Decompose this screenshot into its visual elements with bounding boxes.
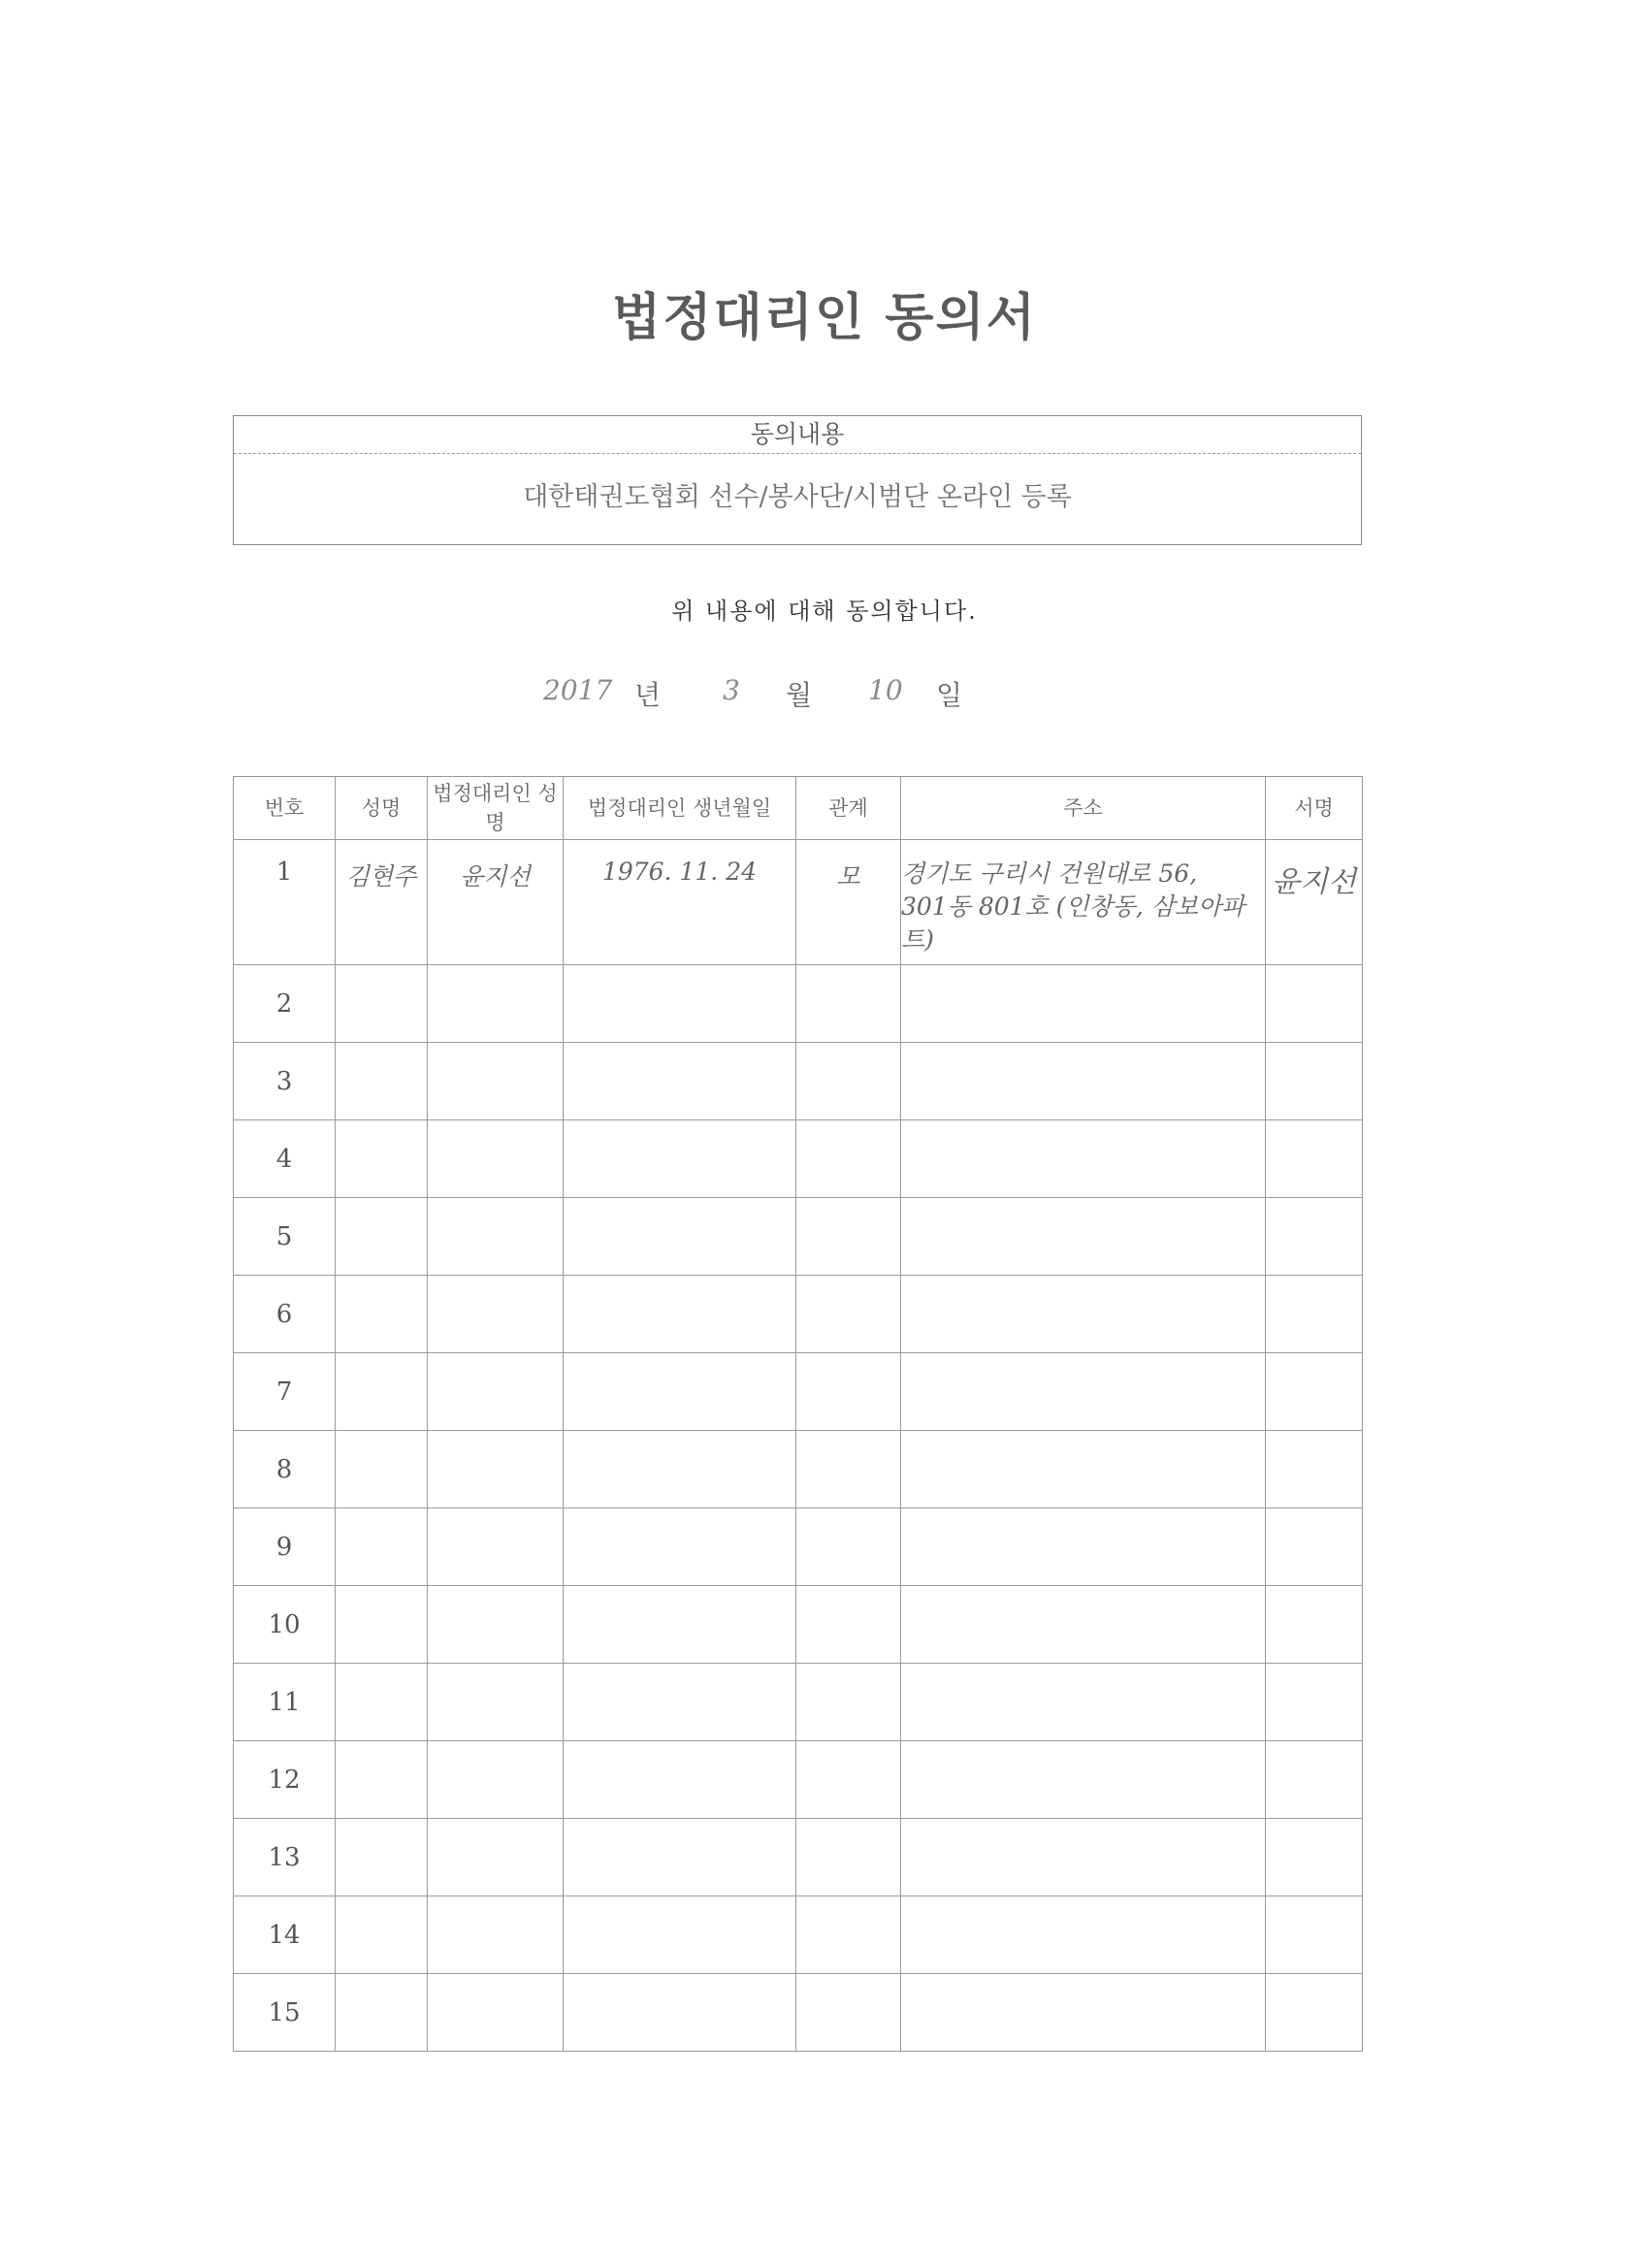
entry-guardian-name: 윤지선	[428, 840, 564, 965]
entry-relation	[796, 1276, 901, 1353]
header-relation: 관계	[796, 777, 901, 840]
header-number: 번호	[234, 777, 336, 840]
row-number: 11	[234, 1664, 336, 1741]
entry-address	[901, 1586, 1266, 1664]
table-row	[234, 1198, 1363, 1276]
table-row	[234, 1819, 1363, 1896]
entry-name	[336, 1586, 428, 1664]
entry-name	[336, 1043, 428, 1120]
entry-guardian-birth	[564, 1508, 796, 1586]
entry-relation	[796, 1120, 901, 1198]
entry-guardian-birth	[564, 1819, 796, 1896]
entry-relation	[796, 1664, 901, 1741]
entry-name	[336, 965, 428, 1043]
row-number: 1	[234, 840, 336, 965]
table-row	[234, 1664, 1363, 1741]
page-title: 법정대리인 동의서	[612, 289, 1037, 347]
entry-guardian-name	[428, 1043, 564, 1120]
table-row	[234, 1353, 1363, 1431]
entry-guardian-name	[428, 965, 564, 1043]
consent-body: 대한태권도협회 선수/봉사단/시범단 온라인 등록	[523, 482, 1072, 512]
table-row	[234, 1043, 1363, 1120]
entry-guardian-birth	[564, 1198, 796, 1276]
entry-signature-cell	[1266, 1508, 1363, 1586]
entry-signature-cell	[1266, 840, 1363, 965]
table-row	[234, 1974, 1363, 2052]
row-number: 8	[234, 1431, 336, 1508]
entry-address	[901, 1819, 1266, 1896]
entry-signature-cell	[1266, 1664, 1363, 1741]
entry-address-line1: 경기도 구리시 건원대로 56,	[901, 859, 1198, 888]
entry-name	[336, 1974, 428, 2052]
entry-relation	[796, 1198, 901, 1276]
entry-signature-cell	[1266, 1586, 1363, 1664]
entry-guardian-birth	[564, 1353, 796, 1431]
table-row	[234, 1276, 1363, 1353]
entry-signature-cell	[1266, 1276, 1363, 1353]
row-number: 14	[234, 1896, 336, 1974]
entry-signature-cell	[1266, 1043, 1363, 1120]
entry-guardian-name	[428, 1664, 564, 1741]
entry-guardian-birth	[564, 1043, 796, 1120]
entry-relation	[796, 1586, 901, 1664]
row-number: 15	[234, 1974, 336, 2052]
table-row	[234, 840, 1363, 965]
entry-address-line2: 301동 801호 (인창동, 삼보아파트)	[901, 892, 1245, 954]
entry-guardian-name	[428, 1198, 564, 1276]
entry-signature-cell	[1266, 1819, 1363, 1896]
entry-guardian-birth	[564, 1586, 796, 1664]
entry-name	[336, 1508, 428, 1586]
entry-address	[901, 1431, 1266, 1508]
table-row	[234, 965, 1363, 1043]
entry-guardian-name	[428, 1819, 564, 1896]
entry-guardian-name	[428, 1353, 564, 1431]
date-year: 2017	[543, 674, 613, 706]
consent-header: 동의내용	[234, 416, 1361, 454]
entry-address	[901, 1508, 1266, 1586]
entry-relation	[796, 1353, 901, 1431]
date-year-unit: 년	[634, 679, 662, 711]
entry-address	[901, 1664, 1266, 1741]
entry-signature-cell	[1266, 1974, 1363, 2052]
entry-signature-cell	[1266, 1741, 1363, 1819]
entry-name	[336, 1664, 428, 1741]
entry-address	[901, 1198, 1266, 1276]
table-row	[234, 1431, 1363, 1508]
entry-guardian-name	[428, 1276, 564, 1353]
table-row	[234, 1508, 1363, 1586]
entry-relation	[796, 1741, 901, 1819]
header-address: 주소	[901, 777, 1266, 840]
entry-address	[901, 965, 1266, 1043]
entry-address	[901, 840, 1266, 965]
header-name: 성명	[336, 777, 428, 840]
entry-address	[901, 1043, 1266, 1120]
entry-guardian-birth	[564, 1974, 796, 2052]
entry-signature-cell	[1266, 1353, 1363, 1431]
entry-guardian-name	[428, 1586, 564, 1664]
entry-guardian-name	[428, 1896, 564, 1974]
entry-signature-cell	[1266, 965, 1363, 1043]
entry-name	[336, 1896, 428, 1974]
row-number: 5	[234, 1198, 336, 1276]
entry-guardian-birth	[564, 1276, 796, 1353]
entry-signature-cell	[1266, 1120, 1363, 1198]
entry-address	[901, 1974, 1266, 2052]
entry-relation	[796, 1508, 901, 1586]
table-row	[234, 1741, 1363, 1819]
row-number: 2	[234, 965, 336, 1043]
entry-guardian-birth: 1976. 11. 24	[564, 840, 796, 965]
entry-guardian-birth	[564, 1664, 796, 1741]
entry-relation	[796, 1043, 901, 1120]
entry-relation	[796, 1896, 901, 1974]
entry-name	[336, 1819, 428, 1896]
entry-guardian-name	[428, 1120, 564, 1198]
entry-name	[336, 1198, 428, 1276]
entry-address	[901, 1741, 1266, 1819]
row-number: 10	[234, 1586, 336, 1664]
entry-address	[901, 1896, 1266, 1974]
entry-guardian-birth	[564, 1431, 796, 1508]
entry-signature-cell	[1266, 1431, 1363, 1508]
entry-name	[336, 1431, 428, 1508]
row-number: 3	[234, 1043, 336, 1120]
entry-address	[901, 1353, 1266, 1431]
header-signature: 서명	[1266, 777, 1363, 840]
table-row	[234, 1586, 1363, 1664]
entry-name	[336, 1353, 428, 1431]
header-guardian-name: 법정대리인 성명	[428, 777, 564, 840]
consent-box	[233, 415, 1362, 545]
entry-guardian-name	[428, 1741, 564, 1819]
entry-guardian-name	[428, 1974, 564, 2052]
entry-address	[901, 1276, 1266, 1353]
header-guardian-birth: 법정대리인 생년월일	[564, 777, 796, 840]
agreement-statement: 위 내용에 대해 동의합니다.	[671, 598, 978, 625]
entry-signature-cell	[1266, 1198, 1363, 1276]
registry-table	[233, 776, 1363, 2052]
row-number: 7	[234, 1353, 336, 1431]
entry-guardian-birth	[564, 965, 796, 1043]
row-number: 13	[234, 1819, 336, 1896]
entry-guardian-birth	[564, 1120, 796, 1198]
row-number: 12	[234, 1741, 336, 1819]
entry-relation	[796, 1819, 901, 1896]
entry-address	[901, 1120, 1266, 1198]
entry-name	[336, 1741, 428, 1819]
entry-relation	[796, 1431, 901, 1508]
row-number: 9	[234, 1508, 336, 1586]
entry-signature: 윤지선	[1272, 865, 1356, 899]
date-day: 10	[868, 674, 903, 706]
entry-name: 김현주	[336, 840, 428, 965]
table-header-row	[234, 777, 1363, 840]
date-month-unit: 월	[786, 679, 813, 711]
entry-guardian-birth	[564, 1741, 796, 1819]
entry-name	[336, 1276, 428, 1353]
entry-relation	[796, 1974, 901, 2052]
table-row	[234, 1120, 1363, 1198]
date-month: 3	[723, 674, 740, 706]
row-number: 6	[234, 1276, 336, 1353]
entry-guardian-birth	[564, 1896, 796, 1974]
entry-signature-cell	[1266, 1896, 1363, 1974]
entry-guardian-name	[428, 1508, 564, 1586]
entry-name	[336, 1120, 428, 1198]
table-row	[234, 1896, 1363, 1974]
date-day-unit: 일	[936, 679, 963, 711]
entry-guardian-name	[428, 1431, 564, 1508]
entry-relation	[796, 965, 901, 1043]
row-number: 4	[234, 1120, 336, 1198]
entry-relation: 모	[796, 840, 901, 965]
